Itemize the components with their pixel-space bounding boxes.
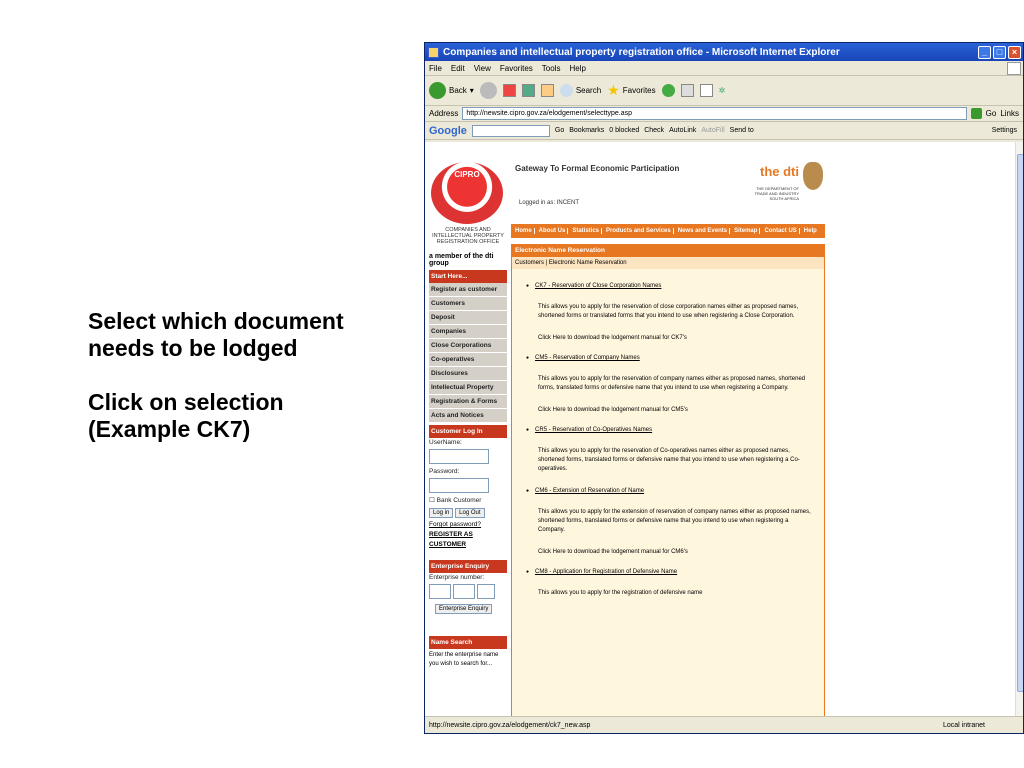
password-label: Password: xyxy=(429,468,460,475)
coat-of-arms-icon xyxy=(803,162,823,190)
maximize-icon[interactable]: □ xyxy=(993,46,1006,59)
mail-icon[interactable] xyxy=(681,84,694,97)
sidebar-item-acts-notices[interactable]: Acts and Notices xyxy=(429,409,507,423)
menu-tools[interactable]: Tools xyxy=(541,63,561,73)
ck7-description: This allows you to apply for the reservation of close corporation names either as proposed names, shortened forms or translated forms that you intend to use when registering a Close Corporation. xyxy=(538,304,799,319)
enterprise-type-field[interactable] xyxy=(477,584,495,599)
breadcrumb: Customers | Electronic Name Reservation xyxy=(512,257,824,269)
cm5-description: This allows you to apply for the reservation of company names either as proposed names, shortened forms, translated forms or defensive name that you intend to use when registering a Company. xyxy=(538,376,806,391)
sidebar-item-register[interactable]: Register as customer xyxy=(429,283,507,297)
ck7-manual-link[interactable]: Click Here to download the lodgement manual for CK7's xyxy=(538,335,687,341)
name-search-heading: Name Search xyxy=(429,636,507,649)
list-item xyxy=(526,569,824,575)
minimize-icon[interactable]: _ xyxy=(978,46,991,59)
top-nav xyxy=(511,224,825,238)
title-bar xyxy=(425,43,1023,61)
nav-statistics[interactable]: Statistics xyxy=(570,228,602,234)
google-go-button[interactable]: Go xyxy=(554,127,565,134)
vertical-scrollbar[interactable] xyxy=(1015,142,1024,716)
cm6-description: This allows you to apply for the extension of reservation of company names either as proposed names, shortened forms, translated forms or defensive name that you intend to use when registering a Company. xyxy=(538,509,811,533)
ie-icon xyxy=(428,47,439,58)
window-title: Companies and intellectual property registration office - Microsoft Internet Explorer xyxy=(443,46,840,58)
google-search-input[interactable] xyxy=(472,125,550,137)
cr5-link[interactable]: ● CR5 - Reservation of Co-Operatives Names xyxy=(526,427,652,433)
menu-bar xyxy=(425,61,1023,76)
back-label: Back xyxy=(449,86,467,95)
cm5-link[interactable]: ● CM5 - Reservation of Company Names xyxy=(526,355,640,361)
enterprise-number-field[interactable] xyxy=(453,584,475,599)
menu-view[interactable]: View xyxy=(473,63,491,73)
gateway-title: Gateway To Formal Economic Participation xyxy=(515,164,680,173)
password-field[interactable] xyxy=(429,478,489,493)
nav-sitemap[interactable]: Sitemap xyxy=(732,228,760,234)
security-zone: Local intranet xyxy=(942,722,985,729)
cm5-manual-link[interactable]: Click Here to download the lodgement manual for CM5's xyxy=(538,407,688,413)
sidebar-item-disclosures[interactable]: Disclosures xyxy=(429,367,507,381)
dti-logo: the dti xyxy=(760,164,799,179)
menu-edit[interactable]: Edit xyxy=(450,63,465,73)
links-label[interactable]: Links xyxy=(1000,109,1019,118)
logged-in-label: Logged in as: INCENT xyxy=(519,200,580,206)
favorites-label: Favorites xyxy=(622,86,656,95)
forward-icon[interactable] xyxy=(480,82,497,99)
windows-logo-icon xyxy=(1007,62,1021,75)
sidebar-item-intellectual-property[interactable]: Intellectual Property xyxy=(429,381,507,395)
content-heading: Electronic Name Reservation xyxy=(512,245,824,257)
search-button[interactable] xyxy=(560,84,601,97)
enterprise-label: Enterprise number: xyxy=(429,574,485,581)
toolbar xyxy=(425,76,1023,106)
register-link[interactable]: REGISTER AS CUSTOMER xyxy=(429,531,473,548)
address-bar xyxy=(425,106,1023,122)
ck7-link[interactable]: ● CK7 - Reservation of Close Corporation Names xyxy=(526,283,661,289)
sendto-button[interactable]: Send to xyxy=(729,127,754,134)
sidebar-item-customers[interactable]: Customers xyxy=(429,297,507,311)
google-settings-button[interactable]: Settings xyxy=(991,127,1017,134)
history-icon[interactable] xyxy=(662,84,675,97)
forgot-password-link[interactable]: Forgot password? xyxy=(429,521,482,528)
scroll-thumb[interactable] xyxy=(1017,154,1024,692)
status-url: http://newsite.cipro.gov.za/elodgement/ck7_new.asp xyxy=(429,722,591,729)
sidebar-item-start-here[interactable]: Start Here... xyxy=(429,270,507,283)
go-icon[interactable] xyxy=(971,108,982,119)
enterprise-number-fields xyxy=(429,583,507,602)
sidebar-item-registration-forms[interactable]: Registration & Forms xyxy=(429,395,507,409)
stop-icon[interactable] xyxy=(503,84,516,97)
autolink-button[interactable]: AutoLink xyxy=(669,127,697,134)
dti-member-label: a member of the dti group xyxy=(429,253,494,267)
search-label: Search xyxy=(575,86,602,95)
nav-news[interactable]: News and Events xyxy=(676,228,730,234)
messenger-icon[interactable]: ✲ xyxy=(718,86,726,95)
cm6-link[interactable]: ● CM6 - Extension of Reservation of Name xyxy=(526,488,644,494)
slide-instruction-text: Select which document needs to be lodged xyxy=(88,308,344,361)
page-viewport xyxy=(425,142,1015,716)
status-bar xyxy=(425,716,1024,734)
google-toolbar xyxy=(425,122,1023,140)
username-label: UserName: xyxy=(429,439,462,446)
menu-file[interactable]: File xyxy=(429,63,442,73)
search-icon xyxy=(560,84,573,97)
address-label: Address xyxy=(429,109,459,118)
star-icon: ★ xyxy=(607,82,620,98)
slide-instructions xyxy=(88,308,378,470)
home-icon[interactable] xyxy=(541,84,554,97)
nav-contact[interactable]: Contact US xyxy=(762,228,799,234)
list-item xyxy=(526,283,824,289)
list-item xyxy=(526,355,824,361)
nav-home[interactable]: Home xyxy=(513,228,535,234)
site-left-column xyxy=(429,162,507,669)
close-icon[interactable]: × xyxy=(1008,46,1021,59)
menu-favorites[interactable]: Favorites xyxy=(499,63,533,73)
google-logo: Google xyxy=(429,124,467,137)
enterprise-enquiry-button[interactable]: Enterprise Enquiry xyxy=(435,604,492,614)
menu-help[interactable]: Help xyxy=(569,63,586,73)
google-bookmarks-button[interactable]: Bookmarks xyxy=(569,127,605,134)
nav-about[interactable]: About Us xyxy=(537,228,569,234)
popup-blocked-button[interactable]: 0 blocked xyxy=(609,127,640,134)
address-input[interactable]: http://newsite.cipro.gov.za/elodgement/selecttype.asp xyxy=(462,107,966,120)
logo-caption: COMPANIES AND INTELLECTUAL PROPERTY REGISTRATION OFFICE xyxy=(432,227,504,245)
browser-window xyxy=(424,42,1024,734)
refresh-icon[interactable] xyxy=(522,84,535,97)
nav-products[interactable]: Products and Services xyxy=(604,228,674,234)
logout-button[interactable]: Log Out xyxy=(455,508,484,518)
site-banner xyxy=(511,162,825,224)
bank-customer-checkbox[interactable]: ☐ Bank Customer xyxy=(429,497,482,504)
login-button[interactable]: Log in xyxy=(429,508,453,518)
sidebar-item-close-corporations[interactable]: Close Corporations xyxy=(429,339,507,353)
back-button[interactable]: Back ▾ xyxy=(429,82,474,99)
back-arrow-icon xyxy=(429,82,446,99)
sidebar-item-deposit[interactable]: Deposit xyxy=(429,311,507,325)
enterprise-heading: Enterprise Enquiry xyxy=(429,560,507,573)
print-icon[interactable] xyxy=(700,84,713,97)
nav-help[interactable]: Help xyxy=(803,228,817,234)
sidebar-item-companies[interactable]: Companies xyxy=(429,325,507,339)
autofill-button[interactable]: AutoFill xyxy=(701,127,725,134)
name-search-text: Enter the enterprise name you wish to search for... xyxy=(429,652,499,667)
sidebar-item-co-operatives[interactable]: Co-operatives xyxy=(429,353,507,367)
cm8-description: This allows you to apply for the registration of defensive name xyxy=(538,590,703,596)
content-panel xyxy=(511,244,825,716)
login-heading: Customer Log In xyxy=(429,425,507,438)
cr5-description: This allows you to apply for the reservation of Co-operatives names either as proposed names, shortened forms, translated forms or defensive name that you intend to use when registering a Co-operatives. xyxy=(538,448,800,472)
site-main xyxy=(511,162,825,716)
username-field[interactable] xyxy=(429,449,489,464)
cm6-manual-link[interactable]: Click Here to download the lodgement manual for CM6's xyxy=(538,549,688,555)
dti-subtitle: THE DEPARTMENT OF TRADE AND INDUSTRY SOUTH AFRICA xyxy=(754,186,799,201)
enterprise-year-field[interactable] xyxy=(429,584,451,599)
list-item xyxy=(526,427,824,433)
cipro-logo: CIPRO xyxy=(431,162,503,224)
list-item xyxy=(526,488,824,494)
slide-action-text: Click on selection (Example CK7) xyxy=(88,389,284,442)
cm8-link[interactable]: ● CM8 - Application for Registration of Defensive Name xyxy=(526,569,677,575)
go-label[interactable]: Go xyxy=(985,109,997,118)
favorites-button[interactable] xyxy=(607,82,655,99)
spell-check-button[interactable]: Check xyxy=(644,127,665,134)
